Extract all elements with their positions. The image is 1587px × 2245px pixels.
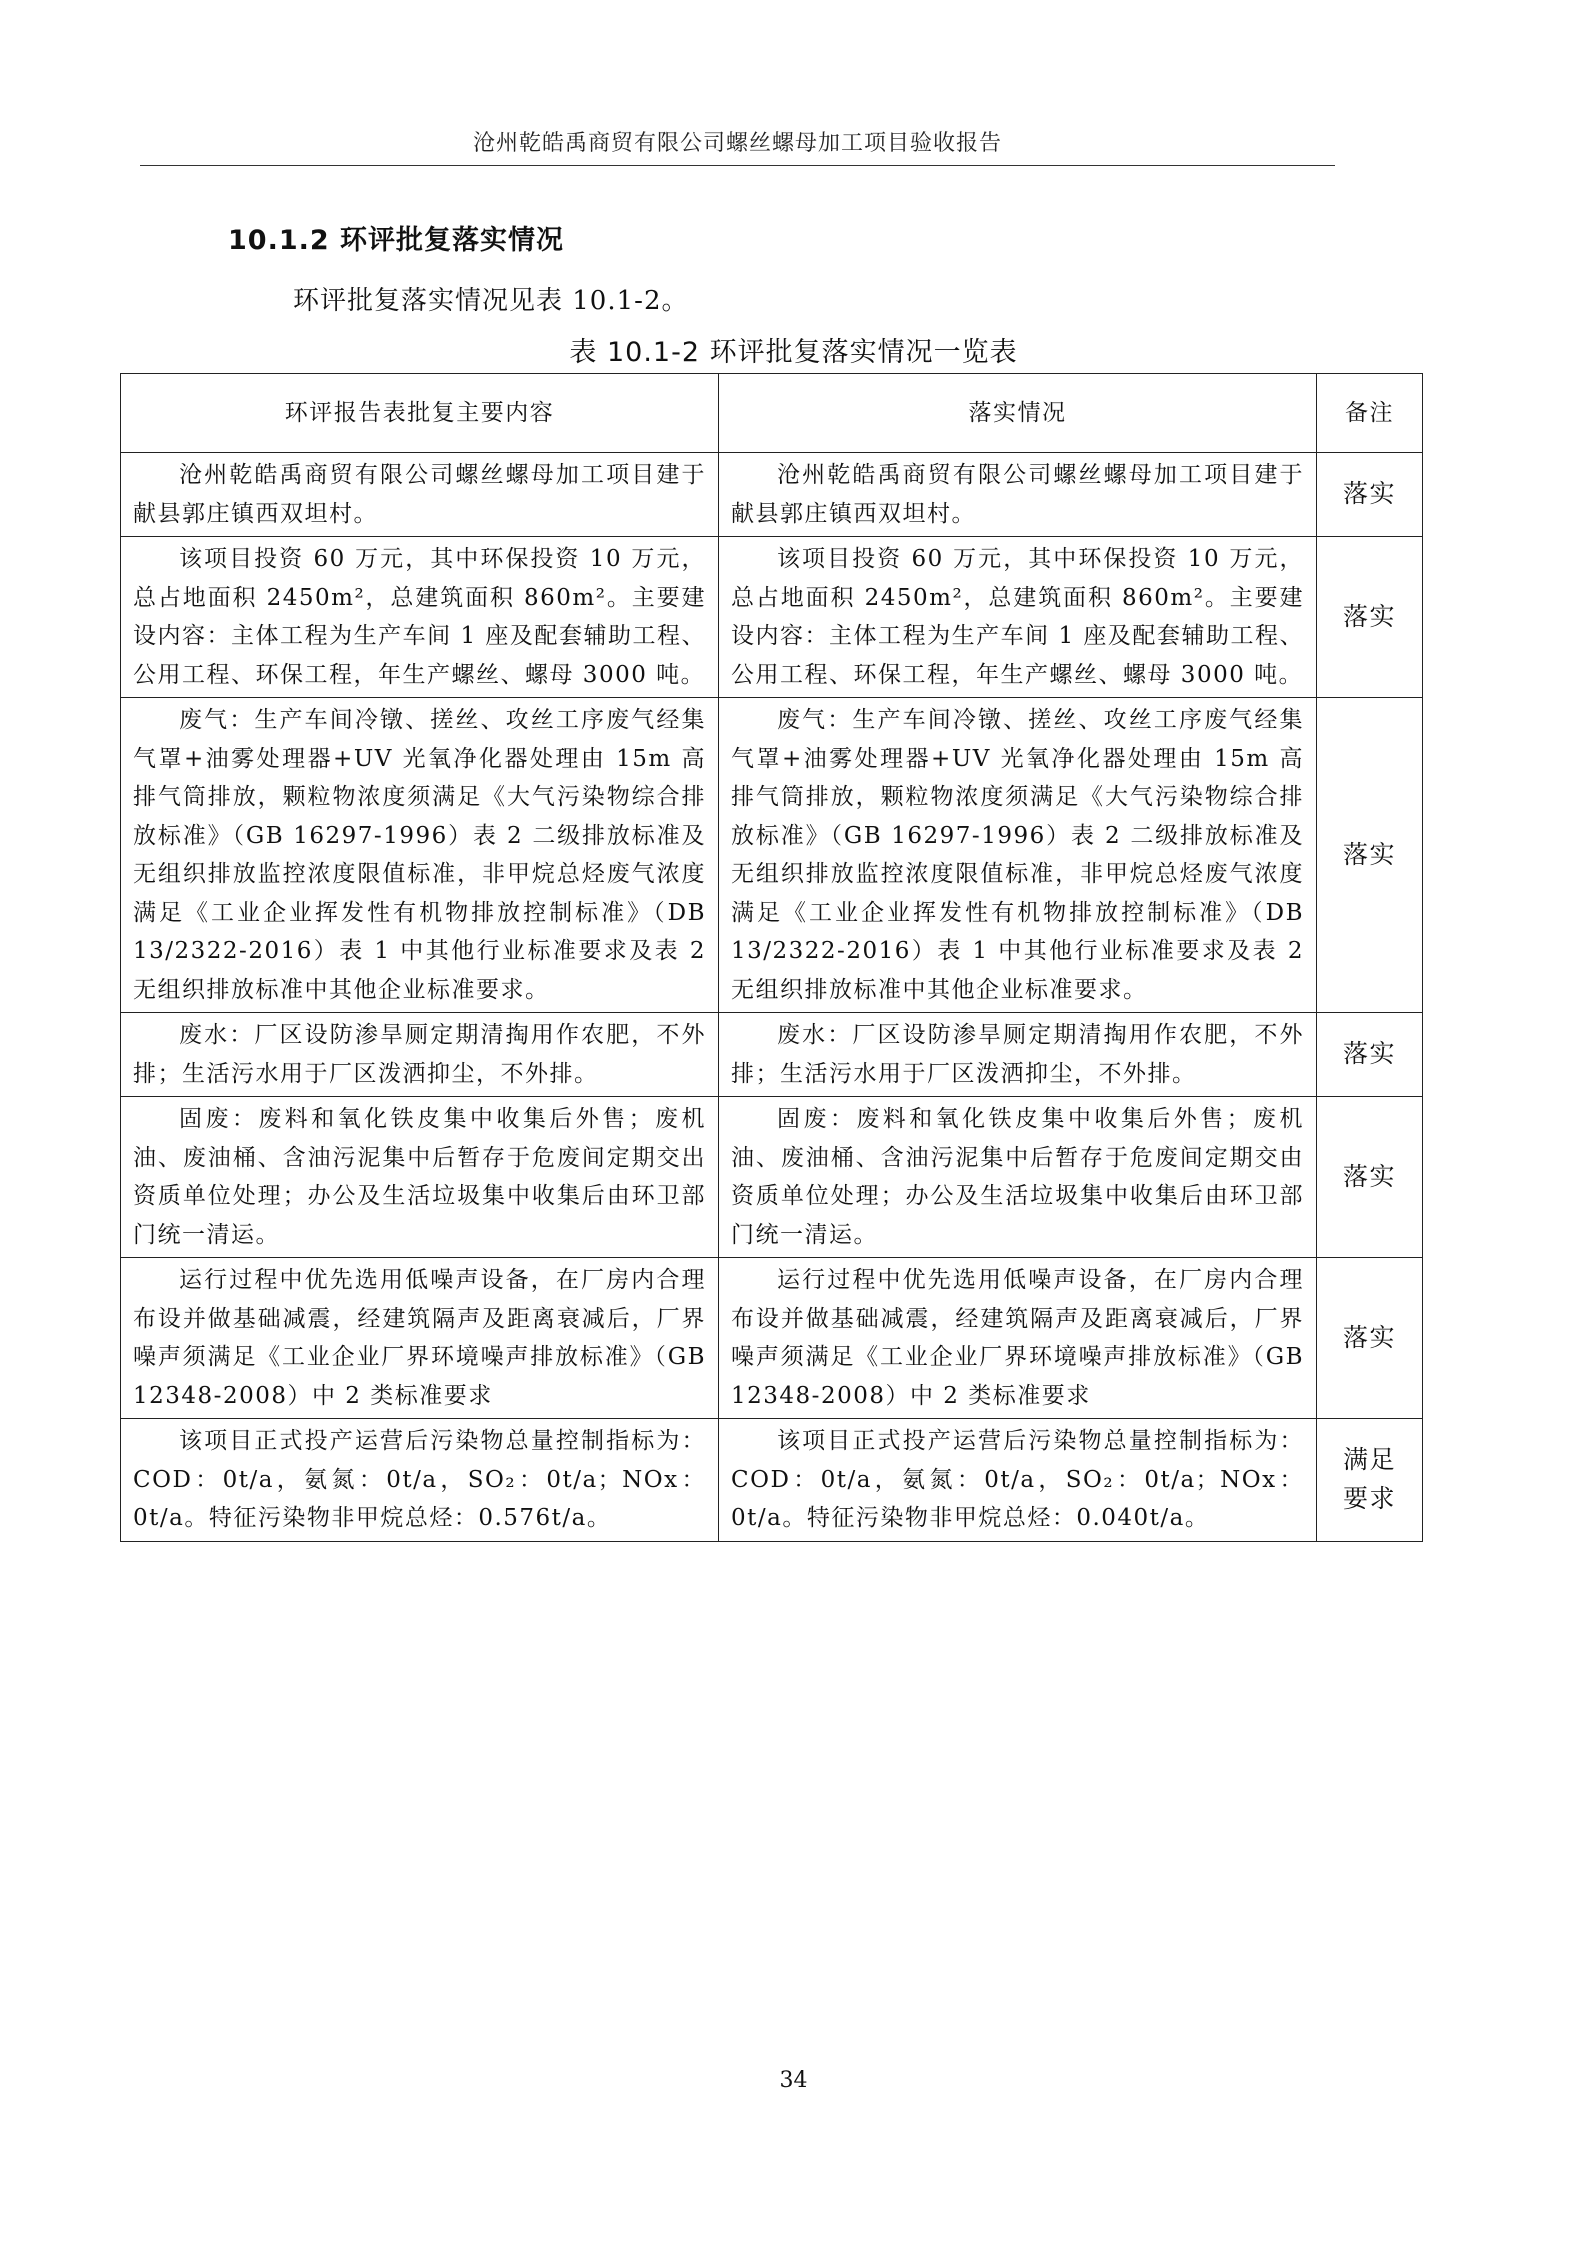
column-header-note: 备注 (1317, 374, 1423, 453)
approval-implementation-table (120, 373, 1423, 1542)
implementation-cell: 固废：废料和氧化铁皮集中收集后外售；废机油、废油桶、含油污泥集中后暂存于危废间定期交由资质单位处理；办公及生活垃圾集中收集后由环卫部门统一清运。 (719, 1097, 1317, 1258)
requirement-cell: 该项目投资 60 万元，其中环保投资 10 万元，总占地面积 2450m²，总建筑面积 860m²。主要建设内容：主体工程为生产车间 1 座及配套辅助工程、公用工程、环保工程，年生产螺丝、螺母 3000 吨。 (121, 537, 719, 698)
intro-paragraph: 环评批复落实情况见表 10.1-2。 (293, 286, 689, 316)
page-number: 34 (779, 2068, 808, 2093)
requirement-cell: 固废：废料和氧化铁皮集中收集后外售；废机油、废油桶、含油污泥集中后暂存于危废间定期交出资质单位处理；办公及生活垃圾集中收集后由环卫部门统一清运。 (121, 1097, 719, 1258)
requirement-cell: 沧州乾皓禹商贸有限公司螺丝螺母加工项目建于献县郭庄镇西双坦村。 (121, 453, 719, 537)
requirement-cell: 废气：生产车间冷镦、搓丝、攻丝工序废气经集气罩+油雾处理器+UV 光氧净化器处理由 15m 高排气筒排放，颗粒物浓度须满足《大气污染物综合排放标准》（GB 16297-1996）表 2 二级排放标准及无组织排放监控浓度限值标准，非甲烷总烃废气浓度满足《工业企业挥发性有机物排放控制标准》（DB 13/2322-2016）表 1 中其他行业标准要求及表 2 无组织排放标准中其他企业标准要求。 (121, 698, 719, 1013)
note-cell: 满足 要求 (1317, 1419, 1423, 1542)
table-row (121, 453, 1423, 537)
table-header-row (121, 374, 1423, 453)
implementation-cell: 该项目投资 60 万元，其中环保投资 10 万元，总占地面积 2450m²，总建筑面积 860m²。主要建设内容：主体工程为生产车间 1 座及配套辅助工程、公用工程、环保工程，年生产螺丝、螺母 3000 吨。 (719, 537, 1317, 698)
implementation-cell: 沧州乾皓禹商贸有限公司螺丝螺母加工项目建于献县郭庄镇西双坦村。 (719, 453, 1317, 537)
table-caption: 表 10.1-2 环评批复落实情况一览表 (569, 337, 1018, 368)
page-header: 沧州乾皓禹商贸有限公司螺丝螺母加工项目验收报告 (140, 125, 1335, 166)
implementation-cell: 废气：生产车间冷镦、搓丝、攻丝工序废气经集气罩+油雾处理器+UV 光氧净化器处理由 15m 高排气筒排放，颗粒物浓度须满足《大气污染物综合排放标准》（GB 16297-1996）表 2 二级排放标准及无组织排放监控浓度限值标准，非甲烷总烃废气浓度满足《工业企业挥发性有机物排放控制标准》（DB 13/2322-2016）表 1 中其他行业标准要求及表 2 无组织排放标准中其他企业标准要求。 (719, 698, 1317, 1013)
table-row (121, 1013, 1423, 1097)
section-heading: 10.1.2 环评批复落实情况 (228, 225, 565, 256)
implementation-cell: 运行过程中优先选用低噪声设备，在厂房内合理布设并做基础减震，经建筑隔声及距离衰减后，厂界噪声须满足《工业企业厂界环境噪声排放标准》（GB 12348-2008）中 2 类标准要求 (719, 1258, 1317, 1419)
requirement-cell: 废水：厂区设防渗旱厕定期清掏用作农肥，不外排；生活污水用于厂区泼洒抑尘，不外排。 (121, 1013, 719, 1097)
table-row (121, 1097, 1423, 1258)
note-cell: 落实 (1317, 1013, 1423, 1097)
note-cell: 落实 (1317, 537, 1423, 698)
requirement-cell: 该项目正式投产运营后污染物总量控制指标为：COD：0t/a，氨氮：0t/a，SO₂：0t/a；NOx：0t/a。特征污染物非甲烷总烃：0.576t/a。 (121, 1419, 719, 1542)
table-row (121, 1419, 1423, 1542)
note-cell: 落实 (1317, 1097, 1423, 1258)
note-cell: 落实 (1317, 1258, 1423, 1419)
table-row (121, 698, 1423, 1013)
note-cell: 落实 (1317, 453, 1423, 537)
implementation-cell: 该项目正式投产运营后污染物总量控制指标为：COD：0t/a，氨氮：0t/a，SO₂：0t/a；NOx：0t/a。特征污染物非甲烷总烃：0.040t/a。 (719, 1419, 1317, 1542)
implementation-cell: 废水：厂区设防渗旱厕定期清掏用作农肥，不外排；生活污水用于厂区泼洒抑尘，不外排。 (719, 1013, 1317, 1097)
table-row (121, 537, 1423, 698)
table-row (121, 1258, 1423, 1419)
requirement-cell: 运行过程中优先选用低噪声设备，在厂房内合理布设并做基础减震，经建筑隔声及距离衰减后，厂界噪声须满足《工业企业厂界环境噪声排放标准》（GB 12348-2008）中 2 类标准要求 (121, 1258, 719, 1419)
column-header-requirement: 环评报告表批复主要内容 (121, 374, 719, 453)
column-header-implementation: 落实情况 (719, 374, 1317, 453)
note-cell: 落实 (1317, 698, 1423, 1013)
